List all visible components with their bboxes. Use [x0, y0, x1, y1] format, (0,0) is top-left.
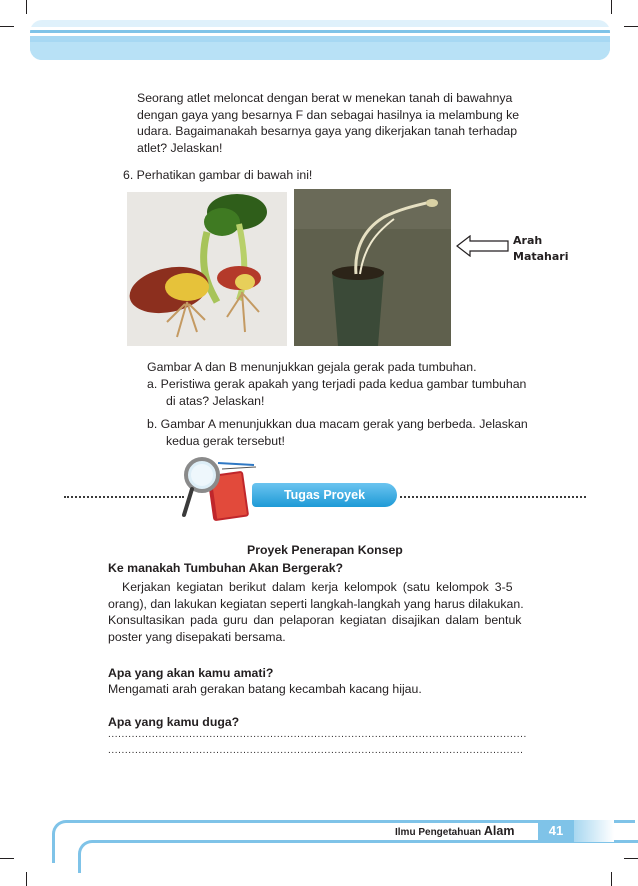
question-5-text [137, 90, 557, 156]
question-6: 6. Perhatikan gambar di bawah ini! [123, 168, 313, 182]
crop-mark [0, 858, 14, 859]
crop-mark [624, 26, 638, 27]
crop-mark [0, 26, 14, 27]
para-line: Konsultasikan pada guru dan pelaporan kegiatan disajikan dalam bentuk [108, 613, 522, 628]
tugas-proyek-badge: Tugas Proyek [252, 483, 397, 507]
header-band [30, 20, 610, 60]
section-heading: Ke manakah Tumbuhan Akan Bergerak? [108, 561, 344, 575]
section-heading: Apa yang kamu duga? [108, 715, 240, 729]
page-number: 41 [538, 820, 574, 842]
arrow-label-line1: Arah [513, 234, 543, 247]
item-a-line2: di atas? Jelaskan! [166, 393, 265, 408]
section-heading: Apa yang akan kamu amati? [108, 666, 274, 680]
para-line: Kerjakan kegiatan berikut dalam kerja kelompok (satu kelompok 3-5 [122, 580, 513, 594]
crop-mark [611, 872, 612, 886]
photo-a-germinating-seeds [127, 192, 287, 346]
item-b [147, 416, 528, 449]
crop-mark [26, 0, 27, 14]
answer-line[interactable]: ........................................................................................................................... [108, 745, 524, 756]
para-line: orang), dan lakukan kegiatan seperti langkah-langkah yang harus dilakukan. [108, 596, 524, 611]
answer-line[interactable]: ............................................................................................................................ [108, 729, 527, 740]
magnifier-notebook-icon [180, 455, 260, 528]
q5-line: udara. Bagaimanakah besarnya gaya yang dikerjakan tanah terhadap [137, 124, 518, 139]
item-a [147, 376, 526, 409]
q5-line: dengan gaya yang besarnya F dan sebagai hasilnya ia melambung ke [137, 107, 520, 122]
proyek-title: Proyek Penerapan Konsep [247, 543, 403, 557]
page-number-tab-gradient [574, 820, 614, 842]
item-b-line1: b. Gambar A menunjukkan dua macam gerak yang berbeda. Jelaskan [147, 417, 528, 431]
footer-frame-inner [78, 840, 638, 873]
photo-b-potted-seedling [294, 189, 451, 346]
para-line: poster yang disepakati bersama. [108, 629, 286, 644]
crop-mark [611, 0, 612, 14]
q5-line: Seorang atlet meloncat dengan berat w menekan tanah di bawahnya [137, 91, 513, 105]
footer-subject-big: Alam [483, 824, 515, 838]
footer-subject [395, 824, 514, 838]
item-b-line2: kedua gerak tersebut! [166, 433, 285, 448]
observation-text: Mengamati arah gerakan batang kecambah kacang hijau. [108, 682, 422, 696]
gambar-intro: Gambar A dan B menunjukkan gejala gerak pada tumbuhan. [147, 360, 477, 374]
arrow-label-line2: Matahari [513, 250, 569, 263]
dotted-divider-left [64, 496, 184, 498]
q5-line: atlet? Jelaskan! [137, 140, 223, 155]
dotted-divider-right [400, 496, 586, 498]
instruction-paragraph [108, 579, 546, 645]
crop-mark [26, 872, 27, 886]
sun-direction-arrow-icon [456, 235, 510, 262]
arrow-label [513, 233, 569, 265]
footer-subject-small: Ilmu Pengetahuan [395, 827, 482, 838]
item-a-line1: a. Peristiwa gerak apakah yang terjadi pada kedua gambar tumbuhan [147, 377, 527, 391]
